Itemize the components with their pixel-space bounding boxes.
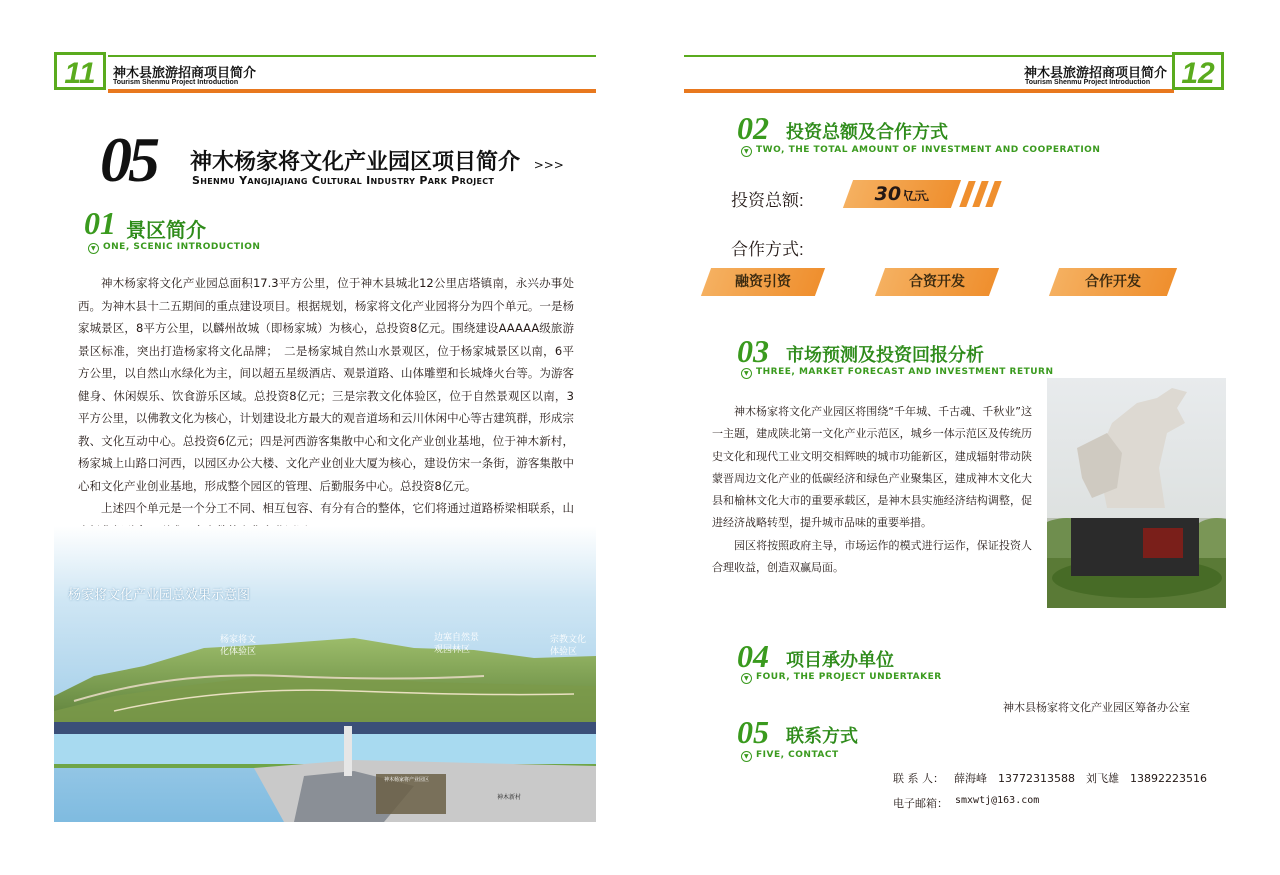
cooperation-mode-1 — [701, 268, 825, 296]
decor-stripe — [985, 181, 1001, 207]
map-caption: 杨家将文化产业园总效果示意图 — [68, 588, 251, 603]
statue-photo-svg — [1047, 378, 1226, 608]
section1-body — [78, 272, 574, 542]
left-header-rule-bottom — [108, 89, 596, 93]
investment-value: 30 — [874, 183, 902, 205]
section3-title-en — [741, 367, 1054, 379]
circle-arrow-icon: ▼ — [741, 673, 752, 684]
section5-number: 05 — [737, 714, 769, 750]
right-header-rule-bottom — [684, 89, 1174, 93]
left-header-rule-top — [108, 55, 596, 57]
section3-title-en-text: THREE, MARKET FORECAST AND INVESTMENT RETURN — [756, 367, 1054, 377]
section3-title: 市场预测及投资回报分析 — [786, 345, 984, 366]
main-title-en: Shenmu Yangjiajiang Cultural Industry Park Project — [192, 174, 495, 187]
email-address[interactable]: smxwtj@163.com — [955, 795, 1040, 806]
cooperation-mode-1-text: 融资引资 — [735, 274, 791, 290]
right-header-rule-top — [684, 55, 1174, 57]
big-section-number: 05 — [100, 124, 156, 195]
section3-number: 03 — [737, 333, 769, 369]
park-map-svg — [54, 526, 596, 822]
map-label-park: 神木杨家将产业园区 — [384, 777, 430, 783]
left-page-number: 11 — [54, 52, 106, 90]
section2-title-en — [741, 145, 1100, 157]
section1-number: 01 — [84, 205, 116, 241]
circle-arrow-icon: ▼ — [741, 146, 752, 157]
section1-title-en-text: ONE, SCENIC INTRODUCTION — [103, 242, 261, 252]
section3-body — [712, 401, 1032, 579]
section2-title: 投资总额及合作方式 — [786, 122, 948, 143]
cooperation-label: 合作方式: — [731, 240, 804, 259]
left-header-subtitle: Tourism Shenmu Project Introduction — [113, 79, 239, 86]
section1-title-en — [88, 242, 260, 254]
organizer-name: 神木县杨家将文化产业园区筹备办公室 — [1003, 701, 1190, 714]
map-label-new-village: 神木新村 — [497, 794, 522, 801]
circle-arrow-icon: ▼ — [88, 243, 99, 254]
cooperation-mode-2-text: 合资开发 — [909, 274, 965, 290]
map-label-yangjiajiang: 杨家将文化体验区 — [220, 635, 257, 657]
main-title-arrows: >>> — [533, 158, 564, 172]
section2-number: 02 — [737, 110, 769, 146]
circle-arrow-icon: ▼ — [741, 368, 752, 379]
contact-person-1: 薛海峰 13772313588 — [954, 772, 1075, 785]
section4-title: 项目承办单位 — [786, 650, 894, 671]
contact-label: 联 系 人： — [893, 772, 944, 785]
park-map-illustration — [54, 526, 596, 822]
section1-title: 景区简介 — [126, 218, 206, 242]
map-label-religion: 宗教文化体验区 — [550, 635, 587, 657]
statue-photo — [1047, 378, 1226, 608]
left-header-title: 神木县旅游招商项目简介 — [113, 65, 257, 80]
email-label: 电子邮箱： — [893, 797, 948, 810]
right-header-subtitle: Tourism Shenmu Project Introduction — [1025, 79, 1151, 86]
section1-paragraph2: 上述四个单元是一个分工不同、相互包容、有分有合的整体，它们将通过道路桥梁相联系，山 — [101, 501, 574, 515]
right-header-title: 神木县旅游招商项目简介 — [1024, 65, 1168, 80]
circle-arrow-icon: ▼ — [741, 751, 752, 762]
section3-paragraph2: 园区将按照政府主导，市场运作的模式进行运作，保证投资人合理收益，创造双赢局面。 — [712, 538, 1032, 575]
cooperation-mode-2 — [875, 268, 999, 296]
investment-amount-tag — [843, 180, 961, 208]
section5-title: 联系方式 — [786, 726, 858, 747]
main-title — [190, 145, 564, 176]
section4-title-en — [741, 672, 942, 684]
cooperation-mode-3-text: 合作开发 — [1085, 274, 1141, 290]
section4-title-en-text: FOUR, THE PROJECT UNDERTAKER — [756, 672, 942, 682]
map-label-frontier: 边塞自然景观园林区 — [434, 633, 480, 655]
section4-number: 04 — [737, 638, 769, 674]
cooperation-mode-3 — [1049, 268, 1177, 296]
investment-unit: 亿元 — [901, 189, 931, 203]
contact-person-2: 刘飞雄 13892223516 — [1086, 772, 1207, 785]
investment-label: 投资总额: — [731, 191, 804, 210]
right-page-number: 12 — [1172, 52, 1224, 90]
section2-title-en-text: TWO, THE TOTAL AMOUNT OF INVESTMENT AND COOPERATION — [756, 145, 1101, 155]
main-title-text: 神木杨家将文化产业园区项目简介 — [190, 150, 521, 175]
section3-paragraph1: 神木杨家将文化产业园区将围绕“千年城、千古魂、千秋业”这一主题，建成陕北第一文化产业示范区，城乡一体示范区及传统历史文化和现代工业文明交相辉映的城市功能新区，建成辐射带动陕蒙晋周边文化产业的低碳经济和绿色产业聚集区，建成神木文化大县和榆林文化大市的重要承载区，是神木县实施经济结构调整，促进经济战略转型，提升城市品味的重要举措。 — [712, 405, 1032, 530]
section5-title-en-text: FIVE, CONTACT — [756, 750, 839, 760]
section1-paragraph1: 神木杨家将文化产业园总面积17.3平方公里，位于神木县城北12公里店塔镇南，永兴办事处西。为神木县十二五期间的重点建设项目。根据规划，杨家将文化产业园将分为四个单元。一是杨家城景区，8平方公里，以麟州故城（即杨家城）为核心，总投资8亿元。围绕建设AAAAA级旅游景区标准，突出打造杨家将文化品牌； 二是杨家城自然山水景观区，位于杨家城景区以南，6平方公里，以自然山水绿化为主，间以超五星级酒店、观景道路、山体雕塑和长城烽火台等。为游客健身、休闲娱乐、饮食游乐区域。总投资8亿元；三是宗教文化体验区，位于自然景观区以南，3平方公里，以佛教文化为核心，计划建设北方最大的观音道场和云川休闲中心等古建筑群，形成宗教、文化互动中心。总投资6亿元；四是河西游客集散中心和文化产业创业基地，位于神木新村，杨家城上山路口河西，以园区办公大楼、文化产业创业大厦为核心，建设仿宋一条街，游客集散中心和文化产业创业基地，形成整个园区的管理、后勤服务中心。总投资8亿元。 — [78, 276, 574, 493]
section5-title-en — [741, 750, 839, 762]
